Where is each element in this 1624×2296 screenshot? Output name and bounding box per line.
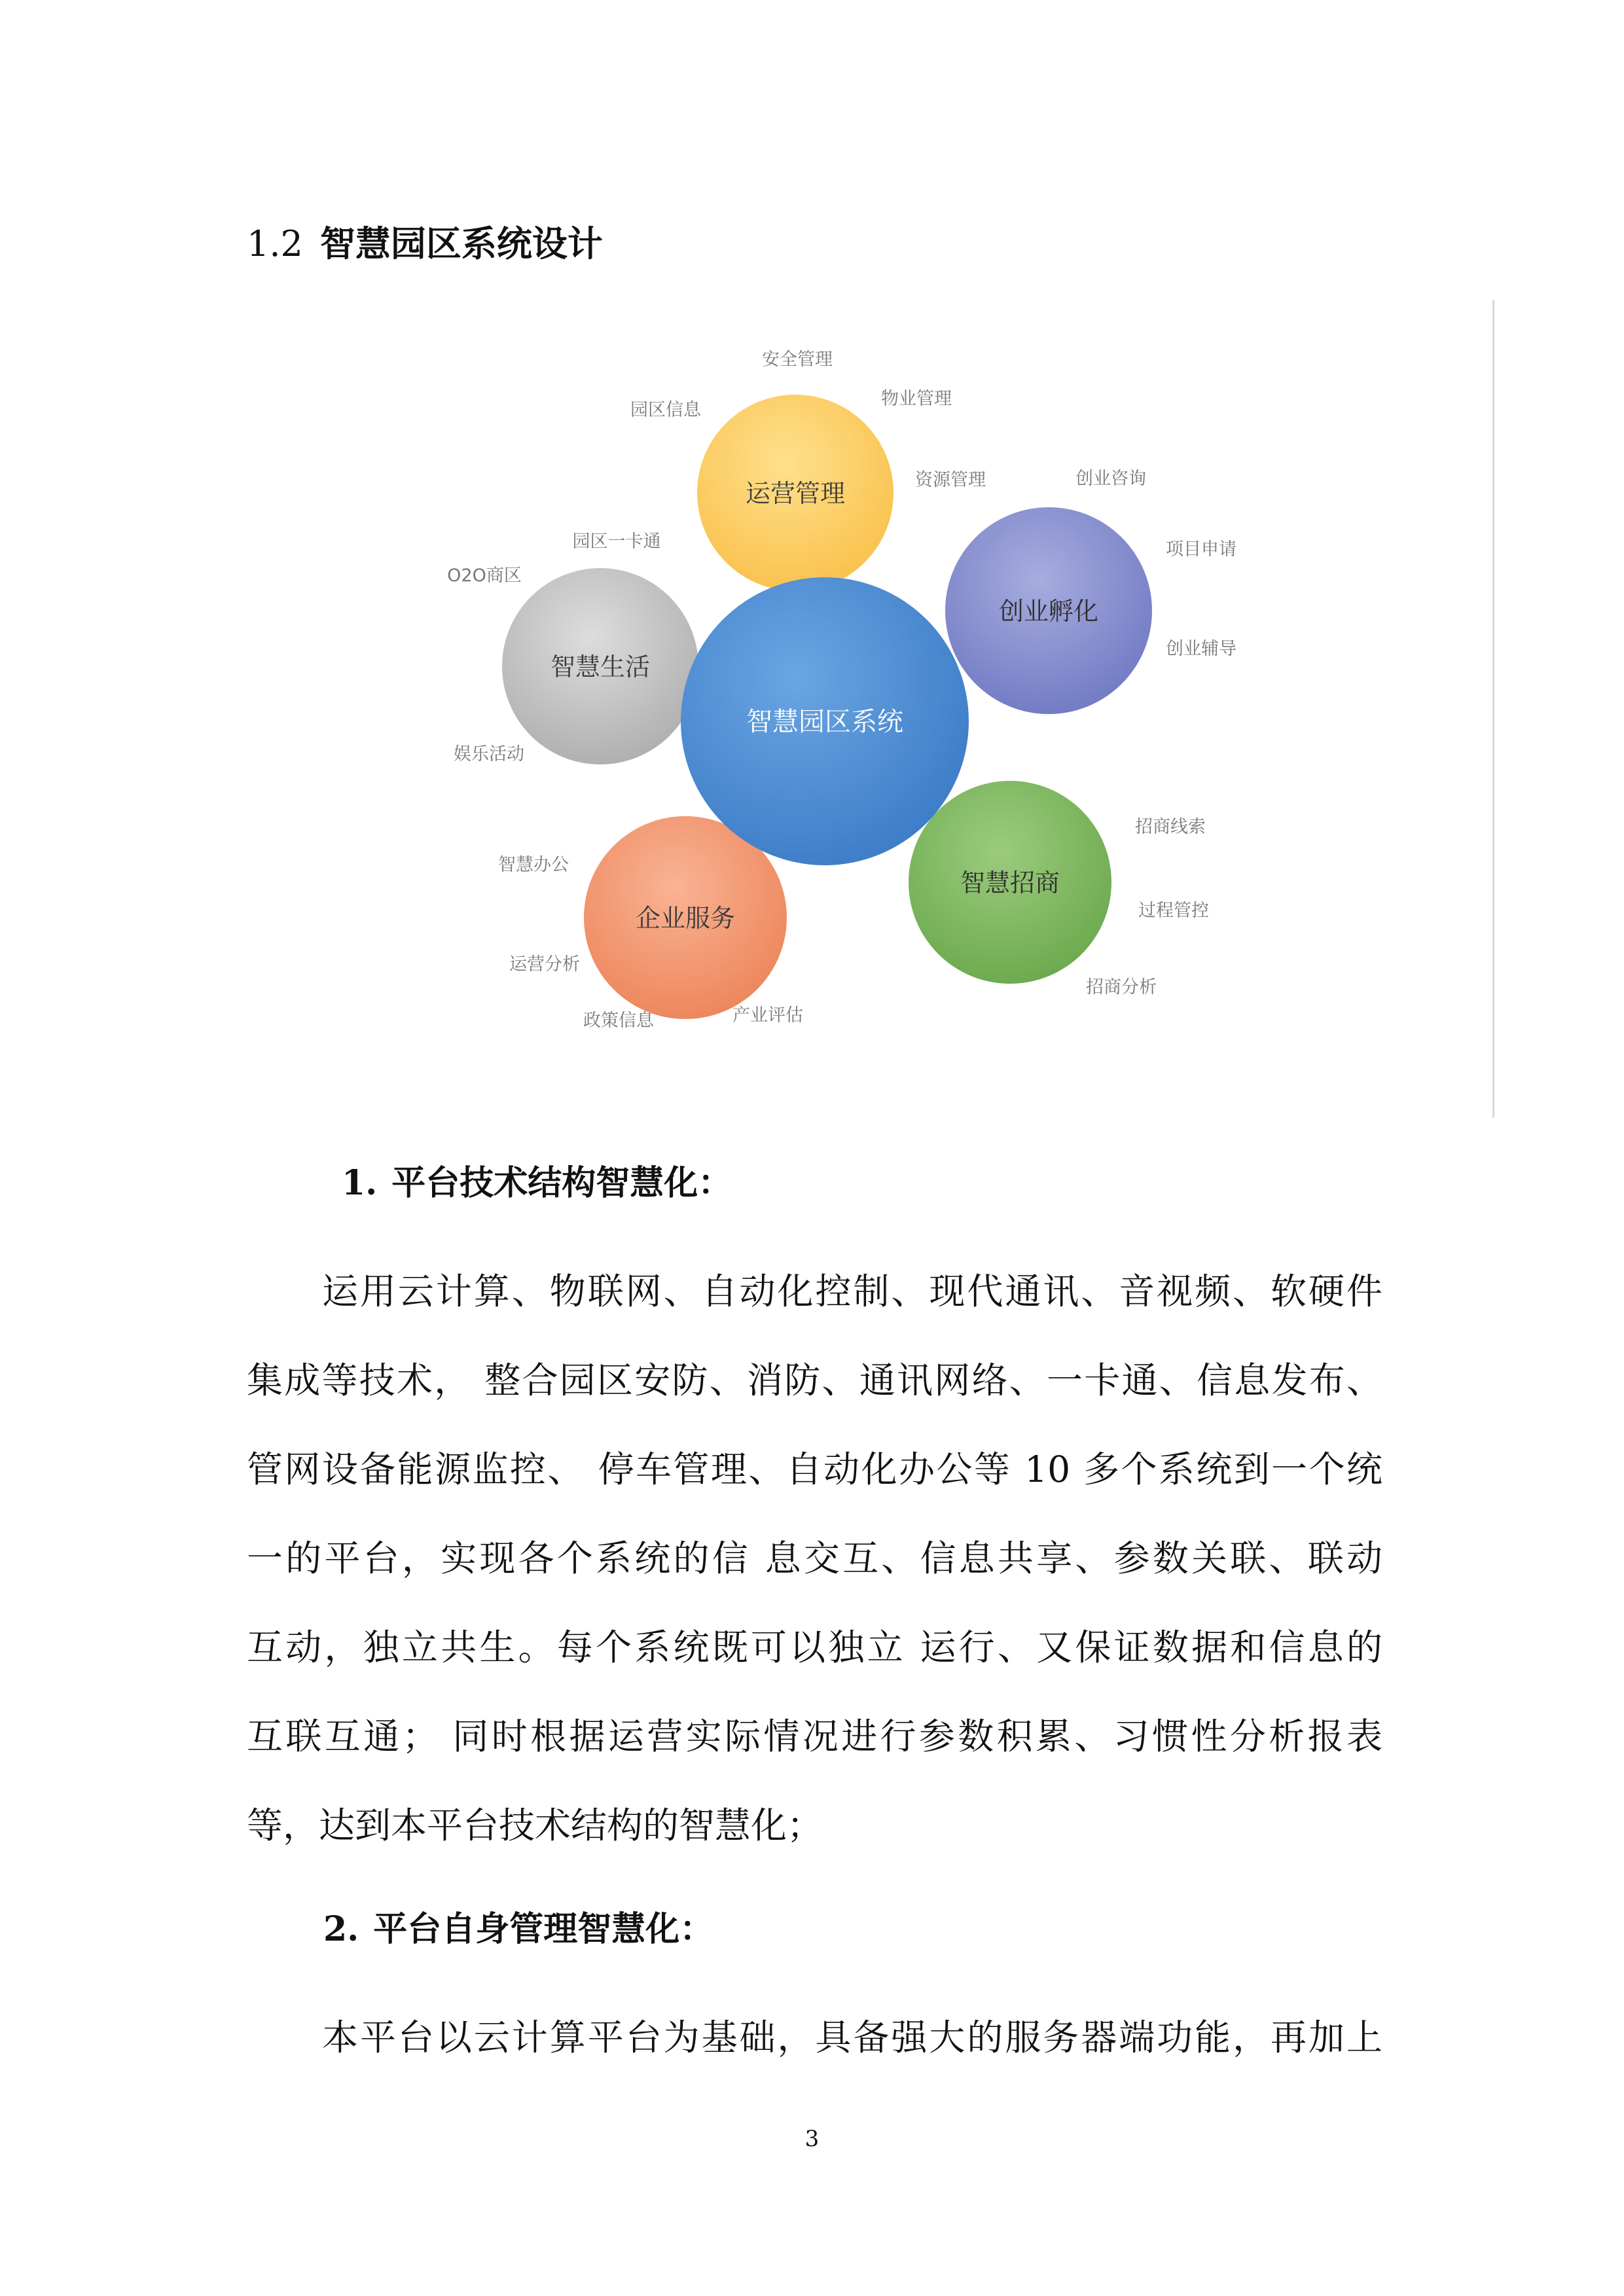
figure-border — [1492, 300, 1494, 1118]
section-title: 智慧园区系统设计 — [319, 223, 603, 264]
satellite-label: 运营分析 — [509, 954, 580, 975]
item-title: 平台自身管理智慧化： — [373, 1909, 714, 1949]
satellite-label: 娱乐活动 — [454, 744, 524, 764]
living-label: 智慧生活 — [550, 653, 651, 681]
satellite-label: 物业管理 — [881, 389, 952, 409]
satellite-label: 项目申请 — [1166, 539, 1236, 560]
section-heading — [247, 216, 603, 266]
incubation-bubble — [945, 507, 1152, 714]
investment-label: 智慧招商 — [960, 869, 1060, 897]
enterprise-label: 企业服务 — [635, 904, 736, 933]
paragraph-line: 运用云计算、物联网、自动化控制、现代通讯、音视频、软硬件 — [322, 1270, 1382, 1312]
satellite-label: 创业辅导 — [1166, 639, 1236, 659]
section-number: 1.2 — [247, 223, 303, 264]
satellite-label: 招商分析 — [1086, 977, 1157, 997]
satellite-label: 智慧办公 — [498, 855, 569, 875]
satellite-label: 园区信息 — [630, 400, 701, 420]
center-label: 智慧园区系统 — [746, 707, 903, 737]
satellite-label: 安全管理 — [762, 350, 833, 370]
satellite-label: 创业咨询 — [1075, 469, 1146, 489]
paragraph-line: 集成等技术， 整合园区安防、消防、通讯网络、一卡通、信息发布、 — [247, 1359, 1382, 1401]
satellite-label: 产业评估 — [732, 1005, 803, 1026]
operations-label: 运营管理 — [745, 479, 846, 508]
paragraph-line: 管网设备能源监控、 停车管理、自动化办公等 10 多个系统到一个统 — [247, 1448, 1382, 1490]
smart-park-system-diagram — [419, 308, 1283, 1067]
page-number: 3 — [804, 2126, 820, 2152]
satellite-label: 过程管控 — [1138, 901, 1209, 921]
item-title: 平台技术结构智慧化： — [391, 1163, 732, 1203]
paragraph-2 — [247, 1993, 1382, 2082]
satellite-label: 资源管理 — [915, 470, 986, 490]
satellite-label: 政策信息 — [583, 1011, 654, 1031]
paragraph-line: 本平台以云计算平台为基础，具备强大的服务器端功能，再加上 — [322, 2017, 1382, 2058]
incubation-label: 创业孵化 — [998, 597, 1099, 626]
center-bubble — [681, 577, 969, 865]
item-number: 2. — [323, 1909, 359, 1949]
paragraph-line: 互动，独立共生。每个系统既可以独立 运行、又保证数据和信息的 — [247, 1626, 1382, 1668]
satellite-label: 园区一卡通 — [572, 531, 661, 552]
operations-bubble — [697, 395, 893, 591]
item-heading-1 — [342, 1155, 732, 1204]
paragraph-line: 等，达到本平台技术结构的智慧化； — [247, 1804, 823, 1846]
item-heading-2 — [323, 1901, 713, 1950]
paragraph-line: 一的平台，实现各个系统的信 息交互、信息共享、参数关联、联动 — [247, 1537, 1382, 1579]
paragraph-line: 互联互通； 同时根据运营实际情况进行参数积累、习惯性分析报表 — [247, 1715, 1382, 1757]
satellite-label: 招商线索 — [1135, 817, 1206, 837]
satellite-label: O2O商区 — [447, 565, 522, 586]
item-number: 1. — [342, 1163, 378, 1203]
investment-bubble — [909, 781, 1111, 984]
living-bubble — [502, 568, 698, 764]
paragraph-1 — [247, 1247, 1382, 1870]
